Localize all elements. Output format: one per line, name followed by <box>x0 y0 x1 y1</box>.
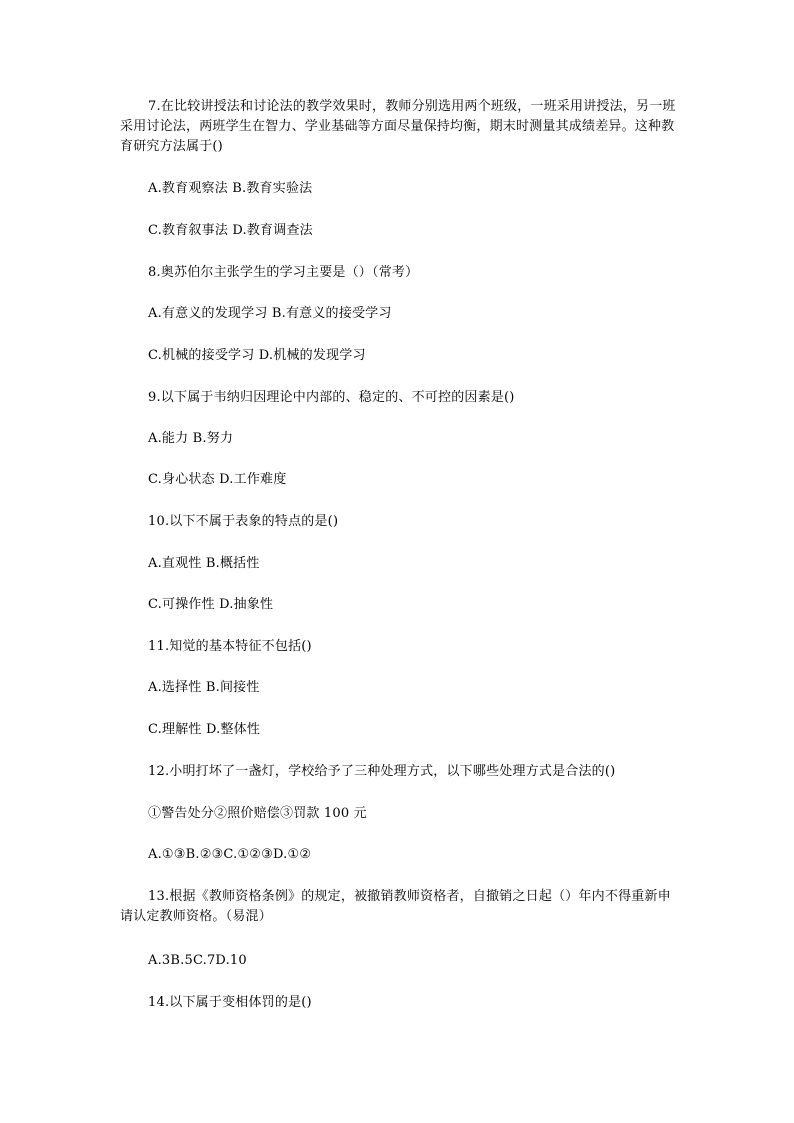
question-7-options-1: A.教育观察法 B.教育实验法 <box>148 181 313 196</box>
question-8-options-1: A.有意义的发现学习 B.有意义的接受学习 <box>148 306 392 321</box>
question-10-stem: 10.以下不属于表象的特点的是() <box>148 514 339 529</box>
question-14-stem: 14.以下属于变相体罚的是() <box>148 995 312 1010</box>
question-10-options-1: A.直观性 B.概括性 <box>148 556 260 571</box>
question-11-stem: 11.知觉的基本特征不包括() <box>148 639 312 654</box>
question-7-stem <box>120 97 680 157</box>
question-9-options-2: C.身心状态 D.工作难度 <box>148 472 287 487</box>
question-13-options: A.3B.5C.7D.10 <box>148 953 247 968</box>
question-13-stem <box>120 887 680 927</box>
question-7-options-2: C.教育叙事法 D.教育调查法 <box>148 223 313 238</box>
question-8-stem: 8.奥苏伯尔主张学生的学习主要是（）（常考） <box>148 265 419 280</box>
question-12-options: A.①③B.②③C.①②③D.①② <box>148 847 312 862</box>
question-10-options-2: C.可操作性 D.抽象性 <box>148 597 274 612</box>
question-8-options-2: C.机械的接受学习 D.机械的发现学习 <box>148 348 366 363</box>
question-13-text: 13.根据《教师资格条例》的规定，被撤销教师资格者，自撤销之日起（）年内不得重新申请认定教师资格。（易混） <box>120 889 671 924</box>
question-12-stem: 12.小明打坏了一盏灯，学校给予了三种处理方式，以下哪些处理方式是合法的() <box>148 764 616 779</box>
question-9-stem: 9.以下属于韦纳归因理论中内部的、稳定的、不可控的因素是() <box>148 390 515 405</box>
question-12-items: ①警告处分②照价赔偿③罚款 100 元 <box>148 806 367 821</box>
question-11-options-1: A.选择性 B.间接性 <box>148 680 260 695</box>
question-9-options-1: A.能力 B.努力 <box>148 431 234 446</box>
question-11-options-2: C.理解性 D.整体性 <box>148 722 261 737</box>
question-7-text: 7.在比较讲授法和讨论法的教学效果时，教师分别选用两个班级，一班采用讲授法，另一班采用讨论法，两班学生在智力、学业基础等方面尽量保持均衡，期末时测量其成绩差异。这种教育研究方法属于() <box>120 99 676 154</box>
